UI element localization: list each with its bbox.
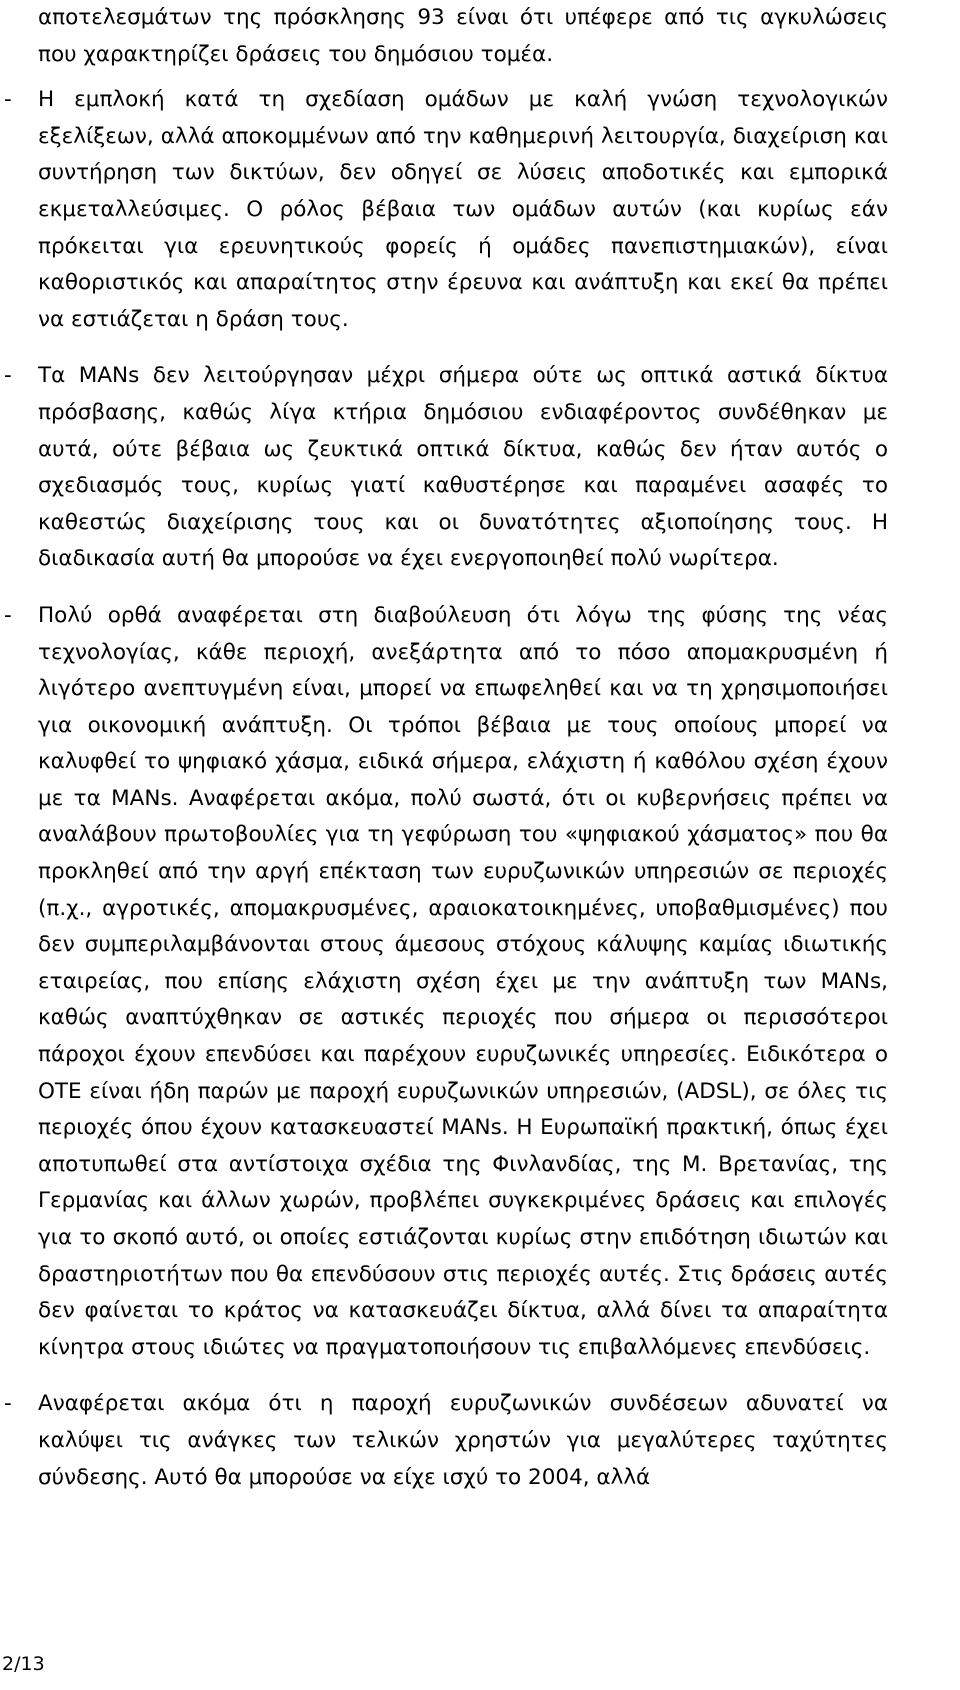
bullet-text: Πολύ ορθά αναφέρεται στη διαβούλευση ότι λόγω της φύσης της νέας τεχνολογίας, κάθε περιοχή, ανεξάρτητα από το πόσο απομακρυσμένη ή λιγότερο ανεπτυγμένη είναι, μπορεί να επωφεληθεί και να τη χρησιμοποιήσει για οικονομική ανάπτυξη. Οι τρόποι βέβαια με τους οποίους μπορεί να καλυφθεί το ψηφιακό χάσμα, ειδικά σήμερα, ελάχιστη ή καθόλου σχέση έχουν με τα MANs. Αναφέρεται ακόμα, πολύ σωστά, ότι οι κυβερνήσεις πρέπει να αναλάβουν πρωτοβουλίες για τη γεφύρωση του «ψηφιακού χάσματος» που θα προκληθεί από την αργή επέκταση των ευρυζωνικών υπηρεσιών σε περιοχές (π.χ., αγροτικές, απομακρυσμένες, αραιοκατοικημένες, υποβαθμισμένες) που δεν συμπεριλαμβάνονται στους άμεσους στόχους κάλυψης καμίας ιδιωτικής εταιρείας, που επίσης ελάχιστη σχέση έχει με την ανάπτυξη των MANs, καθώς αναπτύχθηκαν σε αστικές περιοχές που σήμερα οι περισσότεροι πάροχοι έχουν επενδύσει και παρέχουν ευρυζωνικές υπηρεσίες. Ειδικότερα ο ΟΤΕ είναι ήδη παρών με παροχή ευρυζωνικών υπηρεσιών, (ADSL), σε όλες τις περιοχές όπου έχουν κατασκευαστεί MANs. Η Ευρωπαϊκή πρακτική, όπως έχει αποτυπωθεί στα αντίστοιχα σχέδια της Φινλανδίας, της Μ. Βρετανίας, της Γερμανίας και άλλων χωρών, προβλέπει συγκεκριμένες δράσεις και επιλογές για το σκοπό αυτό, οι οποίες εστιάζονται κυρίως στην επιδότηση ιδιωτών και δραστηριοτήτων που θα επενδύσουν στις περιοχές αυτές. Στις δράσεις αυτές δεν φαίνεται το κράτος να κατασκευάζει δίκτυα, αλλά δίνει τα απαραίτητα κίνητρα στους ιδιώτες να πραγματοποιήσουν τις επιβαλλόμενες επενδύσεις.: [38, 602, 888, 1360]
body-text: [4, 0, 888, 1496]
bullet-text: Τα MANs δεν λειτούργησαν μέχρι σήμερα ούτε ως οπτικά αστικά δίκτυα πρόσβασης, καθώς λίγα κτήρια δημόσιου ενδιαφέροντος συνδέθηκαν με αυτά, ούτε βέβαια ως ζευκτικά οπτικά δίκτυα, καθώς δεν ήταν αυτός ο σχεδιασμός τους, κυρίως γιατί καθυστέρησε και παραμένει ασαφές το καθεστώς διαχείρισης τους και οι δυνατότητες αξιοποίησης τους. Η διαδικασία αυτή θα μπορούσε να έχει ενεργοποιηθεί πολύ νωρίτερα.: [38, 363, 888, 572]
list-item: [4, 1386, 888, 1496]
bullet-text: Η εμπλοκή κατά τη σχεδίαση ομάδων με καλή γνώση τεχνολογικών εξελίξεων, αλλά αποκομμένων από την καθημερινή λειτουργία, διαχείριση και συντήρηση των δικτύων, δεν οδηγεί σε λύσεις αποδοτικές και εμπορικά εκμεταλλεύσιμες. Ο ρόλος βέβαια των ομάδων αυτών (και κυρίως εάν πρόκειται για ερευνητικούς φορείς ή ομάδες πανεπιστημιακών), είναι καθοριστικός και απαραίτητος στην έρευνα και ανάπτυξη και εκεί θα πρέπει να εστιάζεται η δράση τους.: [38, 87, 888, 332]
bullet-marker: -: [4, 602, 12, 628]
bullet-marker: -: [4, 363, 12, 389]
bullet-marker: -: [4, 1391, 12, 1417]
intro-paragraph: αποτελεσμάτων της πρόσκλησης 93 είναι ότι υπέφερε από τις αγκυλώσεις που χαρακτηρίζει δράσεις του δημόσιου τομέα.: [38, 5, 888, 67]
list-item: [4, 358, 888, 578]
bullet-marker: -: [4, 87, 12, 113]
list-item: [4, 598, 888, 1366]
list-item: [4, 82, 888, 338]
bullet-text: Αναφέρεται ακόμα ότι η παροχή ευρυζωνικών συνδέσεων αδυνατεί να καλύψει τις ανάγκες των τελικών χρηστών για μεγαλύτερες ταχύτητες σύνδεσης. Αυτό θα μπορούσε να είχε ισχύ το 2004, αλλά: [38, 1391, 888, 1490]
page-number: 2/13: [2, 1653, 45, 1675]
